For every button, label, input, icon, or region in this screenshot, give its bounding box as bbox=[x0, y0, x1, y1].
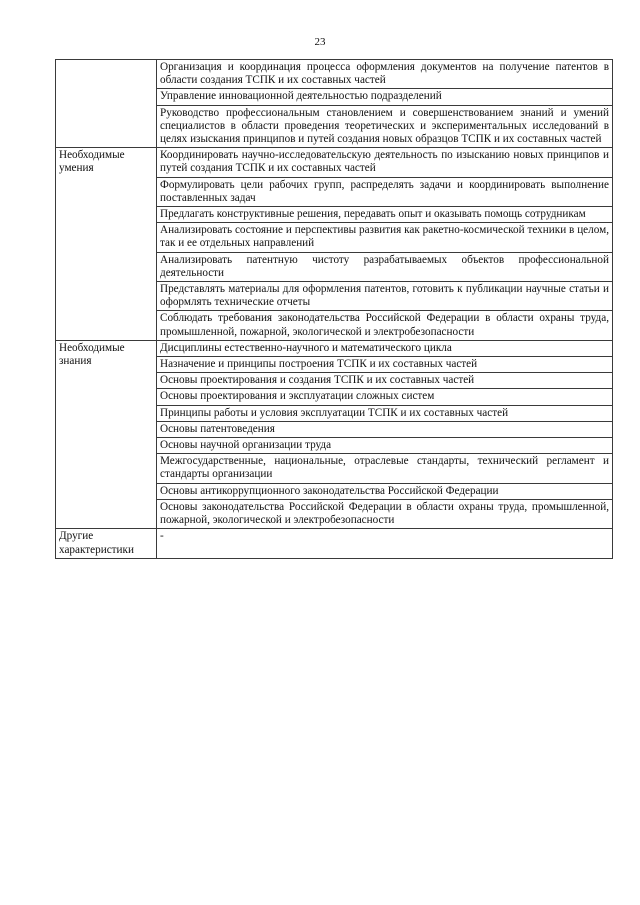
section-item: Предлагать конструктивные решения, передавать опыт и оказывать помощь сотрудникам bbox=[157, 207, 613, 223]
page-number: 23 bbox=[314, 36, 326, 48]
section-item: Основы проектирования и эксплуатации сложных систем bbox=[157, 389, 613, 405]
table-row bbox=[56, 340, 613, 356]
section-item: Основы антикоррупционного законодательства Российской Федерации bbox=[157, 483, 613, 499]
section-label: Необходимые знания bbox=[56, 340, 157, 528]
section-item: Назначение и принципы построения ТСПК и их составных частей bbox=[157, 357, 613, 373]
section-item: Основы проектирования и создания ТСПК и их составных частей bbox=[157, 373, 613, 389]
section-item: Управление инновационной деятельностью подразделений bbox=[157, 89, 613, 105]
section-item: Представлять материалы для оформления патентов, готовить к публикации научные статьи и оформлять технические отчеты bbox=[157, 282, 613, 311]
section-item: Организация и координация процесса оформления документов на получение патентов в области создания ТСПК и их составных частей bbox=[157, 60, 613, 89]
section-item: Координировать научно-исследовательскую деятельность по изысканию новых принципов и путей создания ТСПК и их составных частей bbox=[157, 148, 613, 177]
section-item: Межгосударственные, национальные, отраслевые стандарты, технический регламент и стандарты организации bbox=[157, 454, 613, 483]
section-label: Необходимые умения bbox=[56, 148, 157, 341]
section-item: Формулировать цели рабочих групп, распределять задачи и координировать выполнение поставленных задач bbox=[157, 177, 613, 206]
section-item: Соблюдать требования законодательства Российской Федерации в области охраны труда, промышленной, пожарной, экологической и электробезопасности bbox=[157, 311, 613, 340]
table-row bbox=[56, 529, 613, 558]
section-item: - bbox=[157, 529, 613, 558]
profile-table bbox=[55, 59, 613, 559]
section-item: Анализировать патентную чистоту разрабатываемых объектов профессиональной деятельности bbox=[157, 252, 613, 281]
table-row bbox=[56, 60, 613, 89]
section-item: Основы законодательства Российской Федерации в области охраны труда, промышленной, пожарной, экологической и электробезопасности bbox=[157, 499, 613, 528]
section-item: Дисциплины естественно-научного и математического цикла bbox=[157, 340, 613, 356]
section-item: Основы патентоведения bbox=[157, 421, 613, 437]
table-body bbox=[56, 60, 613, 559]
section-label: Другие характеристики bbox=[56, 529, 157, 558]
section-item: Руководство профессиональным становлением и совершенствованием знаний и умений специалистов в области проведения теоретических и экспериментальных исследований в целях изыскания принципов и путей создания новых образцов ТСПК и их составных частей bbox=[157, 105, 613, 148]
table-row bbox=[56, 148, 613, 177]
section-item: Анализировать состояние и перспективы развития как ракетно-космической техники в целом, так и ее отдельных направлений bbox=[157, 223, 613, 252]
section-label bbox=[56, 60, 157, 148]
section-item: Основы научной организации труда bbox=[157, 438, 613, 454]
section-item: Принципы работы и условия эксплуатации ТСПК и их составных частей bbox=[157, 405, 613, 421]
